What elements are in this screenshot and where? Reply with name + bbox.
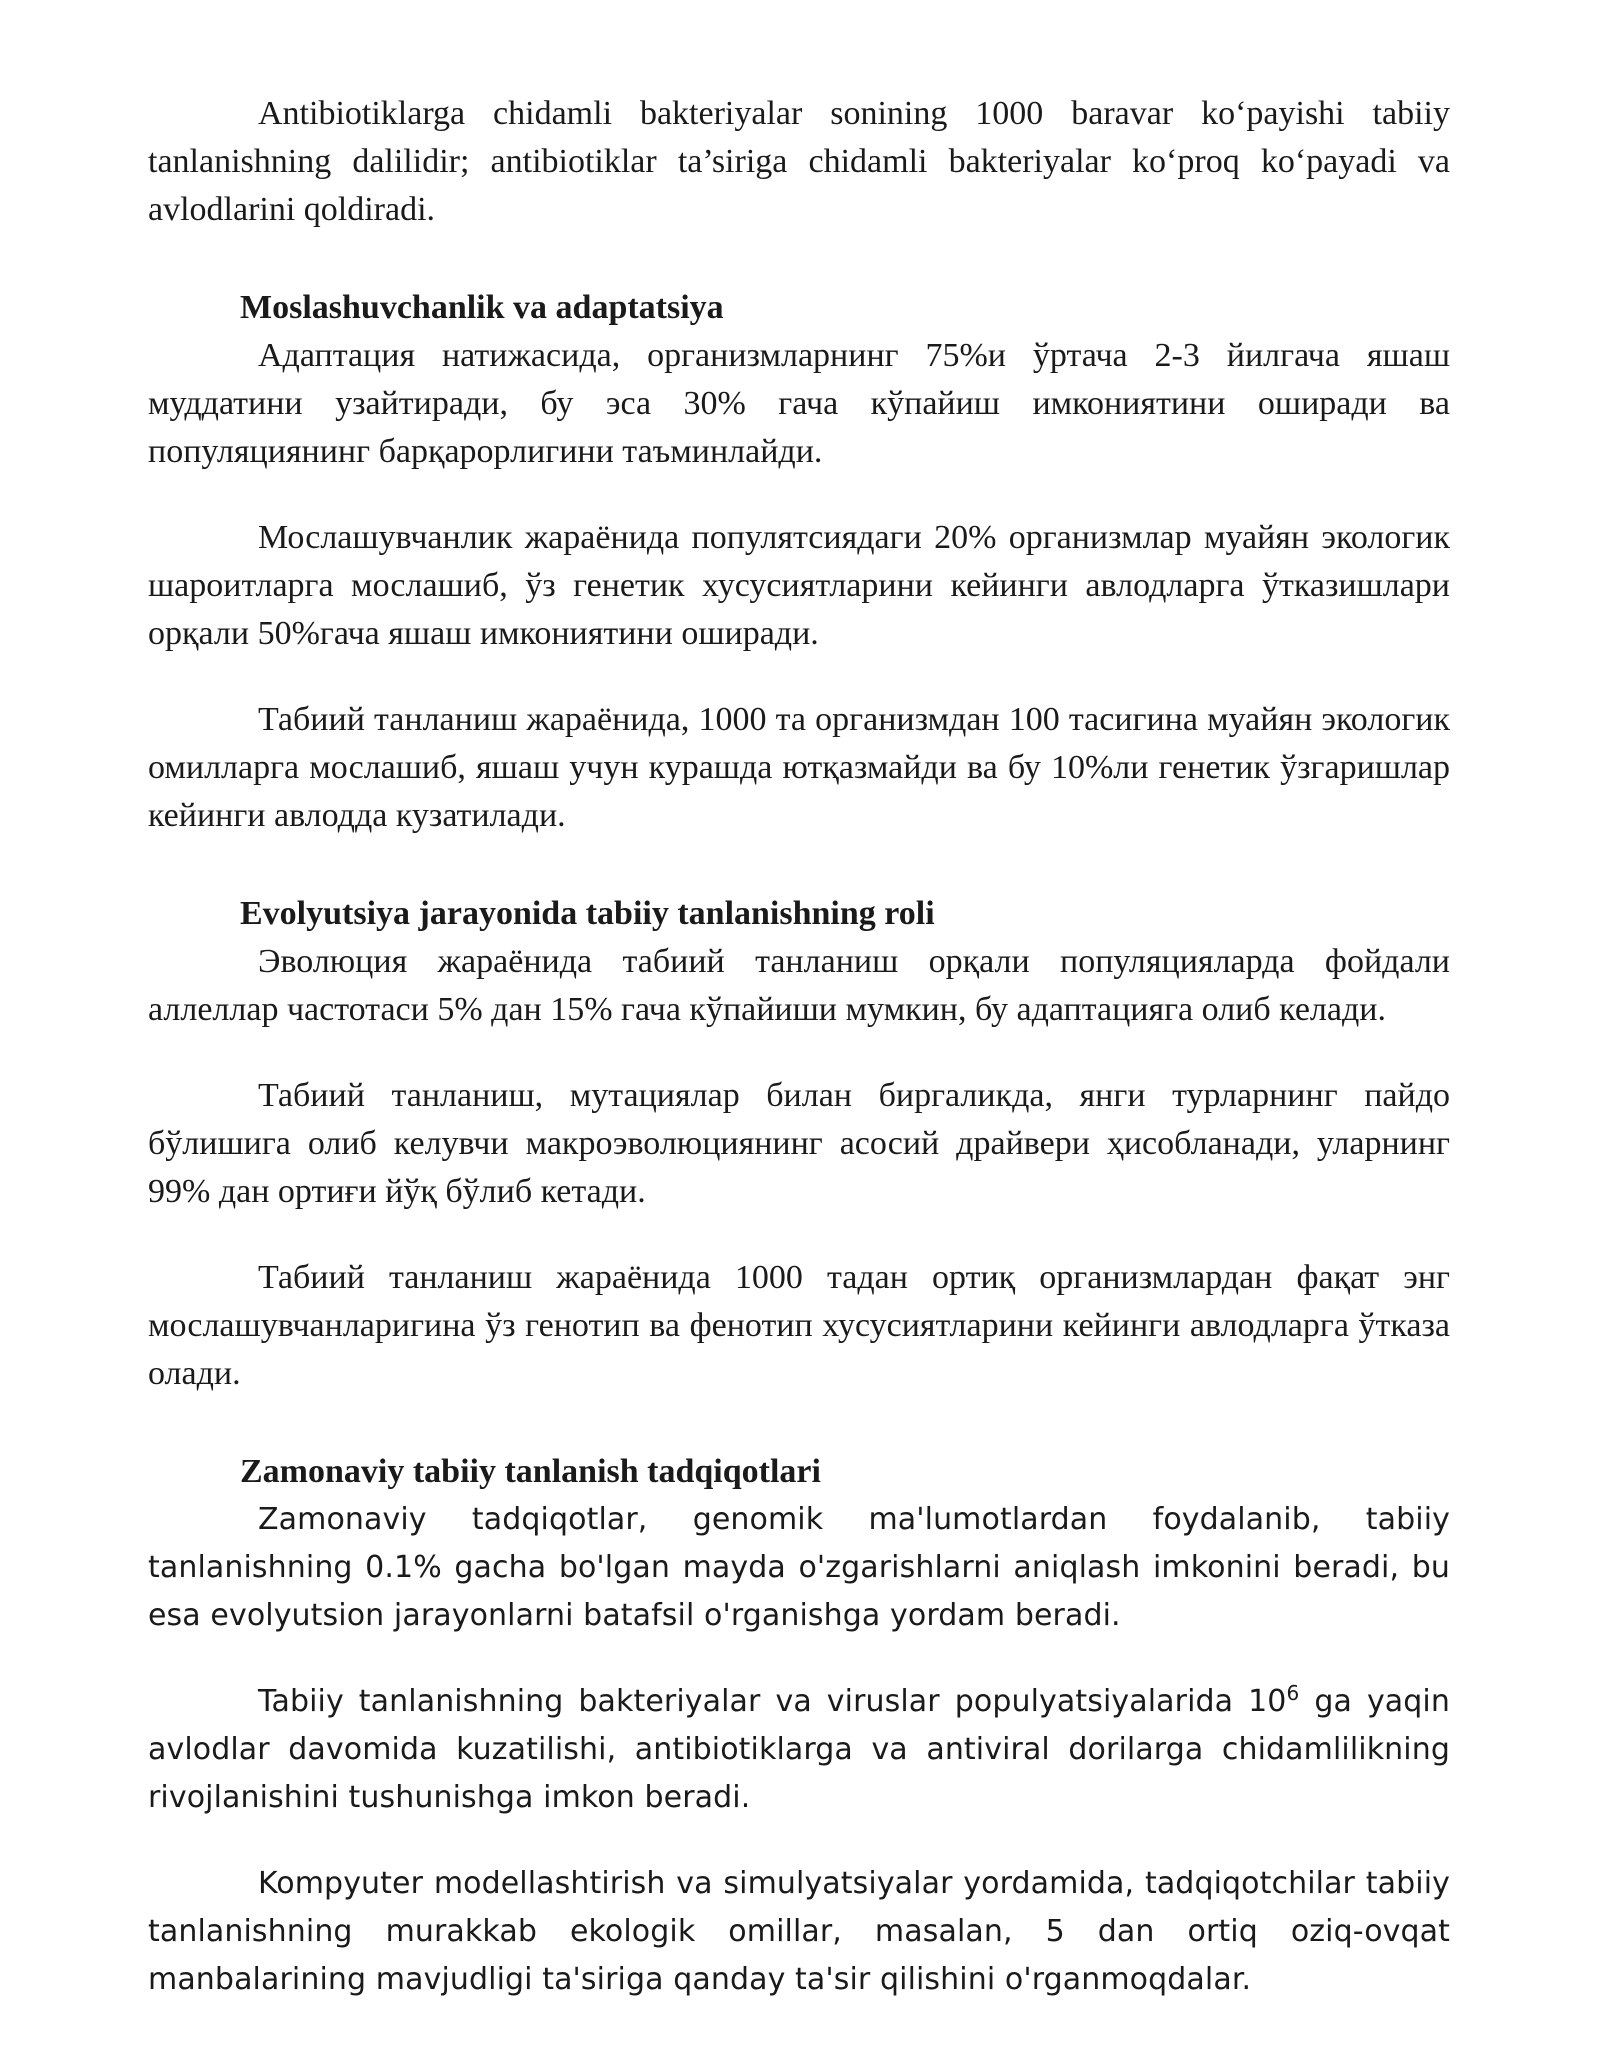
paragraph-computer-modeling: Kompyuter modellashtirish va simulyatsiyalar yordamida, tadqiqotchilar tabiiy tanlanishning murakkab ekologik omillar, masalan, 5 dan ortiq oziq-ovqat manbalarining mavjudligi ta'siriga qanday ta'sir qilishini o'rganmoqdalar. — [148, 1866, 1450, 1997]
paragraph-antibiotic-resistance: Antibiotiklarga chidamli bakteriyalar sonining 1000 baravar ko‘payishi tabiiy tanlanishning dalilidir; antibiotiklar ta’siriga chidamli bakteriyalar ko‘proq ko‘payadi va avlodlarini qoldiradi. — [148, 95, 1450, 228]
paragraph-adaptation-lifespan: Адаптация натижасида, организмларнинг 75%и ўртача 2-3 йилгача яшаш муддатини узайтиради, бу эса 30% гача кўпайиш имкониятини оширади ва популяциянинг барқарорлигини таъминлайди. — [148, 337, 1450, 470]
paragraph-bacteria-viruses-text-end: ga yaqin avlodlar davomida kuzatilishi, antibiotiklarga va antiviral dorilarga chidamlilikning rivojlanishini tushunishga imkon beradi. — [148, 1684, 1450, 1815]
heading-adaptation: Moslashuvchanlik va adaptatsiya — [240, 289, 724, 326]
document-page — [148, 90, 1450, 2042]
exponent-superscript: 6 — [1286, 1681, 1300, 1705]
paragraph-allele-frequency: Эволюция жараёнида табиий танланиш орқали популяцияларда фойдали аллеллар частотаси 5% дан 15% гача кўпайиши мумкин, бу адаптацияга олиб келади. — [148, 943, 1450, 1028]
heading-evolution-role: Evolyutsiya jarayonida tabiiy tanlanishning roli — [240, 895, 935, 932]
paragraph-bacteria-viruses — [148, 1678, 1450, 1822]
paragraph-adaptation-population: Мослашувчанлик жараёнида популятсиядаги 20% организмлар муайян экологик шароитларга мослашиб, ўз генетик хусусиятларини кейинги авлодларга ўтказишлари орқали 50%гача яшаш имкониятини оширади. — [148, 519, 1450, 652]
paragraph-macroevolution: Табиий танланиш, мутациялар билан биргаликда, янги турларнинг пайдо бўлишига олиб келувчи макроэволюциянинг асосий драйвери ҳисобланади, уларнинг 99% дан ортиғи йўқ бўлиб кетади. — [148, 1077, 1450, 1210]
paragraph-natural-selection-1000: Табиий танланиш жараёнида, 1000 та организмдан 100 тасигина муайян экологик омилларга мослашиб, яшаш учун курашда ютқазмайди ва бу 10%ли генетик ўзгаришлар кейинги авлодда кузатилади. — [148, 701, 1450, 834]
paragraph-genomic-data: Zamonaviy tadqiqotlar, genomik ma'lumotlardan foydalanib, tabiiy tanlanishning 0.1% gacha bo'lgan mayda o'zgarishlarni aniqlash imkonini beradi, bu esa evolyutsion jarayonlarni batafsil o'rganishga yordam beradi. — [148, 1502, 1450, 1633]
paragraph-genotype-phenotype: Табиий танланиш жараёнида 1000 тадан ортиқ организмлардан фақат энг мослашувчанларигина ўз генотип ва фенотип хусусиятларини кейинги авлодларга ўтказа олади. — [148, 1259, 1450, 1392]
heading-modern-research: Zamonaviy tabiiy tanlanish tadqiqotlari — [240, 1453, 821, 1490]
paragraph-bacteria-viruses-text-start: Tabiiy tanlanishning bakteriyalar va viruslar populyatsiyalarida 10 — [258, 1684, 1287, 1719]
